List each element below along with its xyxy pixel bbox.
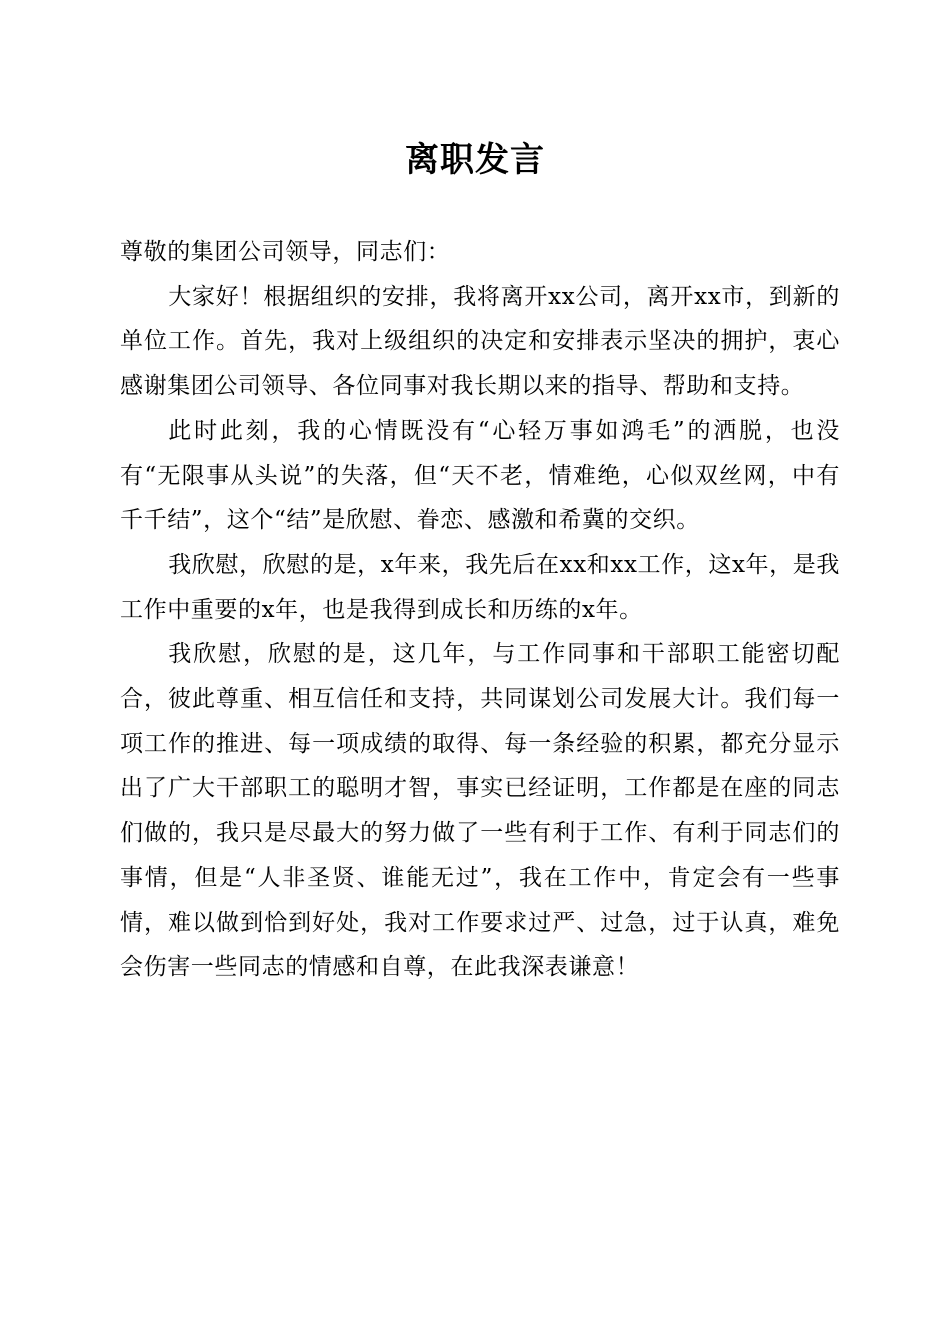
salutation: 尊敬的集团公司领导，同志们： bbox=[120, 239, 451, 265]
paragraph-gratitude: 我欣慰，欣慰的是，这几年，与工作同事和干部职工能密切配合，彼此尊重、相互信任和支持，共同谋划公司发展大计。我们每一项工作的推进、每一项成绩的取得、每一条经验的积累，都充分显示出了广大干部职工的聪明才智，事实已经证明，工作都是在座的同志们做的，我只是尽最大的努力做了一些有利于工作、有利于同志们的事情，但是“人非圣贤、谁能无过”，我在工作中，肯定会有一些事情，难以做到恰到好处，我对工作要求过严、过急，过于认真，难免会伤害一些同志的情感和自尊，在此我深表谦意！ bbox=[120, 641, 840, 981]
paragraph-feelings: 此时此刻，我的心情既没有“心轻万事如鸿毛”的洒脱，也没有“无限事从头说”的失落，但“天不老，情难绝，心似双丝网，中有千千结”，这个“结”是欣慰、眷恋、感激和希冀的交织。 bbox=[120, 417, 840, 534]
paragraph-growth: 我欣慰，欣慰的是，x年来，我先后在xx和xx工作，这x年，是我工作中重要的x年，也是我得到成长和历练的x年。 bbox=[120, 551, 840, 623]
document-body bbox=[120, 230, 840, 990]
document-title: 离职发言 bbox=[405, 140, 545, 180]
paragraph-greeting: 大家好！根据组织的安排，我将离开xx公司，离开xx市，到新的单位工作。首先，我对上级组织的决定和安排表示坚决的拥护，衷心感谢集团公司领导、各位同事对我长期以来的指导、帮助和支持。 bbox=[120, 283, 840, 400]
